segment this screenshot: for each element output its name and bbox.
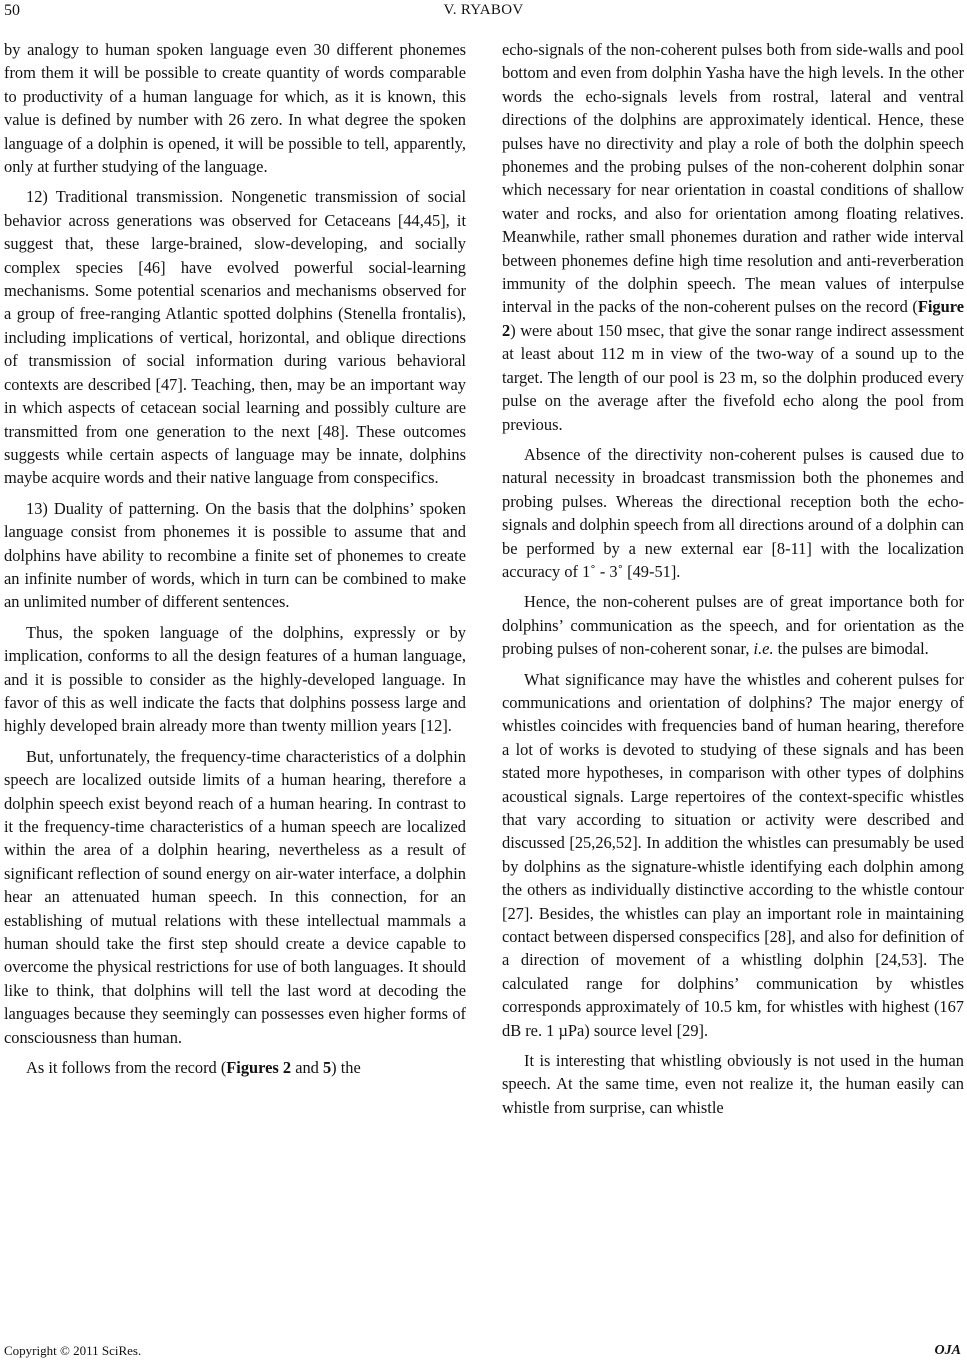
text-span: As it follows from the record (: [26, 1058, 227, 1078]
copyright-footer: Copyright © 2011 SciRes.: [4, 1343, 142, 1358]
page-number: 50: [4, 2, 20, 19]
text-span: the pulses are bimodal.: [773, 639, 929, 659]
text-span: ) the: [331, 1058, 361, 1078]
paragraph: Absence of the directivity non-coherent pulses is caused due to natural necessity in broadcast transmission both the phonemes and probing pulses. Whereas the directional reception both the echo-signals and dolphin speech from all directions around of a dolphin can be performed by a new external ear [8-11] with the localization accuracy of 1˚ - 3˚ [49-51].: [502, 444, 964, 581]
journal-footer: OJA: [934, 1343, 961, 1358]
paragraph: 13) Duality of patterning. On the basis that the dolphins’ spoken language consist from phonemes it is possible to assume that and dolphins have ability to recombine a finite set of phonemes to create an infinite number of words, which in turn can be combined to make an unlimited number of different sentences.: [4, 498, 466, 612]
figure-reference: Figure 2: [502, 297, 964, 340]
paragraph: by analogy to human spoken language even 30 different phonemes from them it will be possible to create quantity of words comparable to productivity of a human language for which, as it is known, this value is defined by number with 26 zero. In what degree the spoken language of a dolphin is opened, it will be possible to tell, apparently, only at further studying of the language.: [4, 40, 466, 177]
paragraph: It is interesting that whistling obviously is not used in the human speech. At the same time, even not realize it, the human easily can whistle from surprise, can whistle: [502, 1051, 964, 1117]
text-span: ) were about 150 msec, that give the sonar range indirect assessment at least about 112 m in view of the two-way of a sound up to the target. The length of our pool is 23 m, so the dolphin produced every pulse on the average after the fivefold echo along the pool from previous.: [502, 320, 964, 434]
left-column: [4, 38, 466, 1086]
paragraph: 12) Traditional transmission. Nongenetic transmission of social behavior across generations was observed for Cetaceans [44,45], it suggest that, these large-brained, slow-developing, and socially complex species [46] have evolved powerful social-learning mechanisms. Some potential scenarios and mechanisms observed for a group of free-ranging Atlantic spotted dolphins (Stenella frontalis), including implications of vertical, horizontal, and oblique directions of transmission of social information during various behavioral contexts are described [47]. Teaching, then, may be an important way in which aspects of cetacean social learning and possibly culture are transmitted from one generation to the next [48]. These outcomes suggests while certain aspects of language may be innate, dolphins maybe acquire words and their native language from conspecifics.: [4, 187, 466, 488]
paragraph: Thus, the spoken language of the dolphins, expressly or by implication, conforms to all the design features of a human language, and it is possible to consider as the highly-developed language. In favor of this as well indicate the facts that dolphins possess large and highly developed brain already more than twenty million years [12].: [4, 622, 466, 736]
paragraph: What significance may have the whistles and coherent pulses for communications and orientation of dolphins? The major energy of whistles coincides with frequencies band of human hearing, therefore a lot of works is devoted to studying of these signals and has been stated more hypotheses, in comparison with other types of dolphins acoustical signals. Large repertoires of the context-specific whistles that vary according to situation or activity were described and discussed [25,26,52]. In addition the whistles can presumably be used by dolphins as the signature-whistle identifying each dolphin among the others as individually distinctive according to the whistle contour [27]. Besides, the whistles can play an important role in maintaining contact between dispersed conspecifics [28], and also for definition of a direction of movement of a whistling dolphin [24,53]. The calculated range for dolphins’ communication by whistles corresponds approximately of 10.5 km, for whistles with highest (167 dB re. 1 µPa) source level [29].: [502, 669, 964, 1040]
text-span: and: [291, 1058, 323, 1078]
text-span: Hence, the non-coherent pulses are of great importance both for dolphins’ communication as the speech, and for orientation as the probing pulses of non-coherent sonar,: [502, 592, 964, 659]
text-span: echo-signals of the non-coherent pulses both from side-walls and pool bottom and even from dolphin Yasha have the high levels. In the other words the echo-signals levels from rostral, lateral and ventral directions of the dolphins are approximately identical. Hence, these pulses have no directivity and play a role of both the dolphin speech phonemes and the probing pulses of the non-coherent dolphin sonar which necessary for near orientation in coastal conditions of shallow water and rocks, and also for orientation among floating relatives. Meanwhile, rather small phonemes duration and rather wide interval between phonemes define high time resolution and anti-reverberation immunity of the dolphin speech. The mean values of interpulse interval in the packs of the non-coherent pulses on the record (: [502, 40, 964, 317]
paragraph: [502, 38, 964, 436]
figure-reference: 5: [322, 1058, 332, 1078]
paragraph: But, unfortunately, the frequency-time characteristics of a dolphin speech are localized outside limits of a human hearing, therefore a dolphin speech exist beyond reach of a human hearing. In contrast to it the frequency-time characteristics of a human speech are localized within the area of a dolphin hearing, nevertheless as a result of significant reflection of sound energy on air-water interface, a dolphin hear an attenuated human speech. In this connection, for an establishing of mutual relations with these intellectual mammals a human should take the first step should create a device capable to overcome the physical restrictions for use of both languages. It should like to think, that dolphins will tell the last word at decoding the languages because they seemingly can possesses even higher forms of consciousness than human.: [4, 746, 466, 1047]
right-column: [502, 38, 964, 1126]
paragraph: [502, 590, 964, 660]
running-head: V. RYABOV: [443, 2, 524, 18]
italic-abbreviation: i.e.: [753, 639, 774, 659]
paragraph: [4, 1056, 466, 1079]
figure-reference: Figures 2: [226, 1058, 292, 1078]
